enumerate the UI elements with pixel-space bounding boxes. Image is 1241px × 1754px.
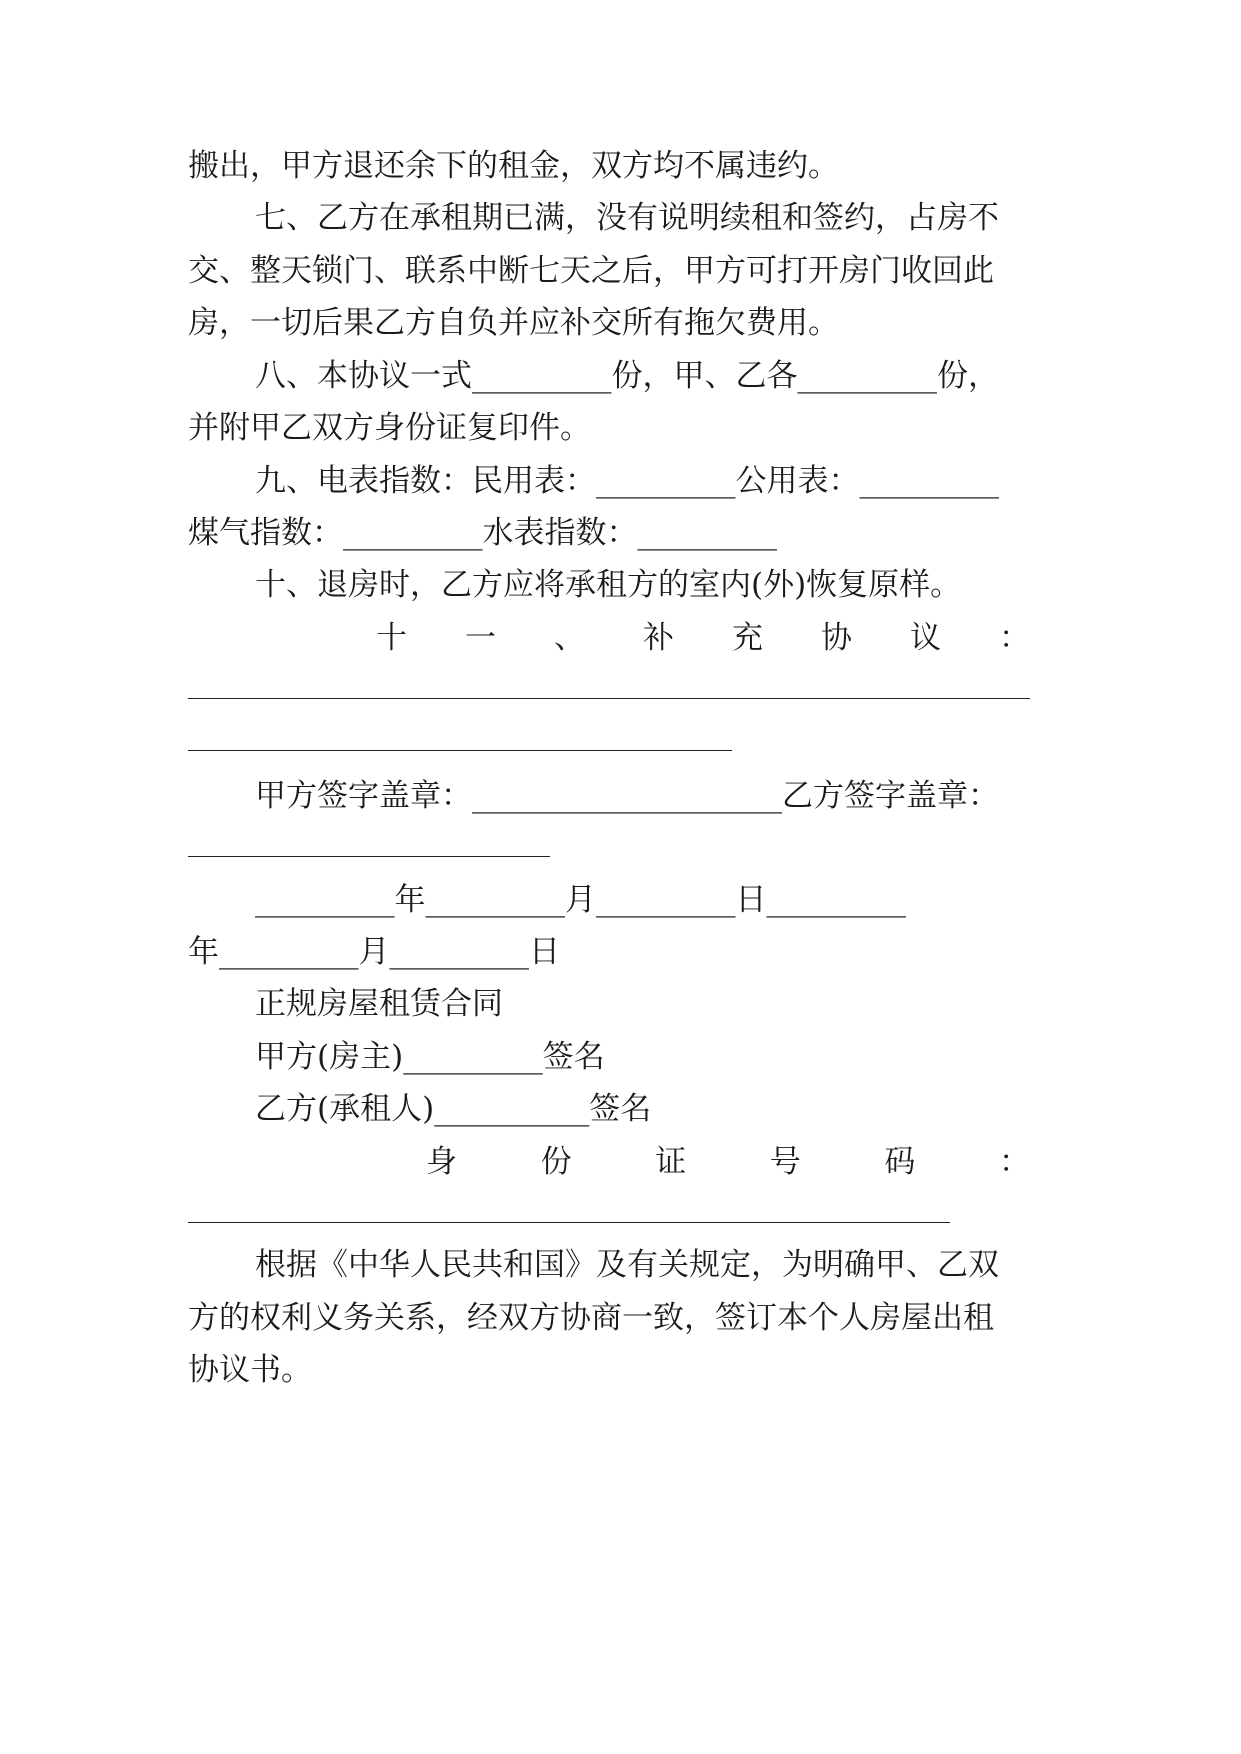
heading-char: 协 — [821, 620, 852, 656]
clause-7-line-3: 房，一切后果乙方自负并应补交所有拖欠费用。 — [188, 305, 839, 341]
clause-8-line-1: 八、本协议一式_________份，甲、乙各_________份， — [255, 358, 999, 394]
heading-char: 证 — [655, 1144, 687, 1180]
id-number-heading — [426, 1134, 1030, 1190]
heading-char: 议 — [910, 620, 941, 656]
clause-11-heading — [376, 610, 1030, 666]
clause-7-line-2: 交、整天锁门、联系中断七天之后，甲方可打开房门收回此 — [188, 253, 994, 289]
signature-line: 甲方签字盖章：____________________乙方签字盖章： — [255, 778, 999, 814]
heading-char: 码 — [884, 1144, 916, 1180]
heading-char: ： — [999, 620, 1030, 656]
landlord-sign-line: 甲方(房主)_________签名 — [255, 1039, 605, 1075]
contract-title: 正规房屋租赁合同 — [255, 986, 503, 1022]
tenant-sign-line: 乙方(承租人)__________签名 — [255, 1091, 652, 1127]
heading-char: 补 — [643, 620, 674, 656]
heading-char: 十 — [376, 620, 407, 656]
heading-char: 份 — [540, 1144, 572, 1180]
intro-line-2: 方的权利义务关系，经双方协商一致，签订本个人房屋出租 — [188, 1300, 994, 1336]
heading-char: 号 — [769, 1144, 801, 1180]
clause-10-line: 十、退房时，乙方应将承租方的室内(外)恢复原样。 — [255, 567, 962, 603]
blank-line — [188, 750, 732, 751]
intro-line-1: 根据《中华人民共和国》及有关规定，为明确甲、乙双 — [255, 1247, 999, 1283]
clause-7-line-1: 七、乙方在承租期已满，没有说明续租和签约，占房不 — [255, 200, 999, 236]
heading-char: 、 — [554, 620, 585, 656]
heading-char: 一 — [465, 620, 496, 656]
heading-char: 身 — [426, 1144, 457, 1180]
blank-line — [188, 698, 1030, 699]
heading-char: 充 — [732, 620, 763, 656]
blank-line — [188, 856, 550, 857]
heading-char: ： — [998, 1144, 1030, 1180]
date-line-2: 年_________月_________日 — [188, 934, 560, 970]
date-line-1: _________年_________月_________日_________ — [255, 882, 906, 918]
clause-8-line-2: 并附甲乙双方身份证复印件。 — [188, 410, 591, 446]
intro-line-3: 协议书。 — [188, 1352, 312, 1388]
blank-line — [188, 1222, 950, 1223]
paragraph-line: 搬出，甲方退还余下的租金，双方均不属违约。 — [188, 148, 839, 184]
clause-9-line-2: 煤气指数：_________水表指数：_________ — [188, 515, 777, 551]
clause-9-line-1: 九、电表指数：民用表：_________公用表：_________ — [255, 463, 999, 499]
